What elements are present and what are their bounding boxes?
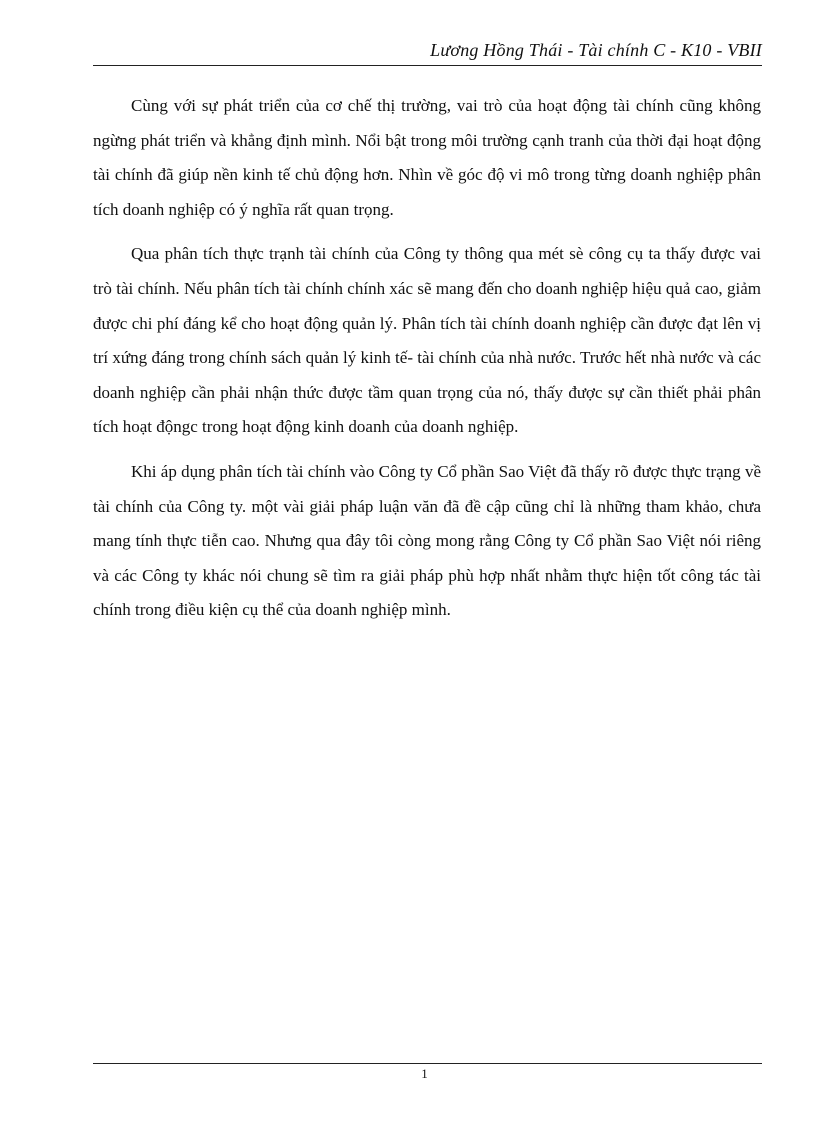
paragraph-2: Qua phân tích thực trạnh tài chính của Công ty thông qua mét sè công cụ ta thấy được vai trò tài chính. Nếu phân tích tài chính chính xác sẽ mang đến cho doanh nghiệp hiệu quả cao, giảm được chi phí đáng kể cho hoạt động quản lý. Phân tích tài chính doanh nghiệp cần được đạt lên vị trí xứng đáng trong chính sách quản lý kinh tế- tài chính của nhà nước. Trước hết nhà nước và các doanh nghiệp cần phải nhận thức được tầm quan trọng của nó, thấy được sự cần thiết phải phân tích hoạt độngc trong hoạt động kinh doanh của doanh nghiệp. [93,244,761,437]
page-header: Lương Hồng Thái - Tài chính C - K10 - VBII [430,40,762,60]
footer-rule [93,1063,762,1064]
paragraph-3: Khi áp dụng phân tích tài chính vào Công ty Cổ phần Sao Việt đã thấy rõ được thực trạng về tài chính của Công ty. một vài giải pháp luận văn đã đề cập cũng chỉ là những tham khảo, chưa mang tính thực tiễn cao. Nhưng qua đây tôi còng mong rằng Công ty Cổ phần Sao Việt nói riêng và các Công ty khác nói chung sẽ tìm ra giải pháp phù hợp nhất nhằm thực hiện tốt công tác tài chính trong điều kiện cụ thể của doanh nghiệp mình. [93,461,761,620]
header-rule [93,65,762,66]
body-text [93,89,761,638]
paragraph-1: Cùng với sự phát triển của cơ chế thị trường, vai trò của hoạt động tài chính cũng không ngừng phát triển và khẳng định mình. Nổi bật trong môi trường cạnh tranh của thời đại hoạt động tài chính đã giúp nền kinh tế chủ động hơn. Nhìn về góc độ vi mô trong từng doanh nghiệp phân tích doanh nghiệp có ý nghĩa rất quan trọng. [93,96,761,219]
page-number: 1 [421,1066,428,1081]
